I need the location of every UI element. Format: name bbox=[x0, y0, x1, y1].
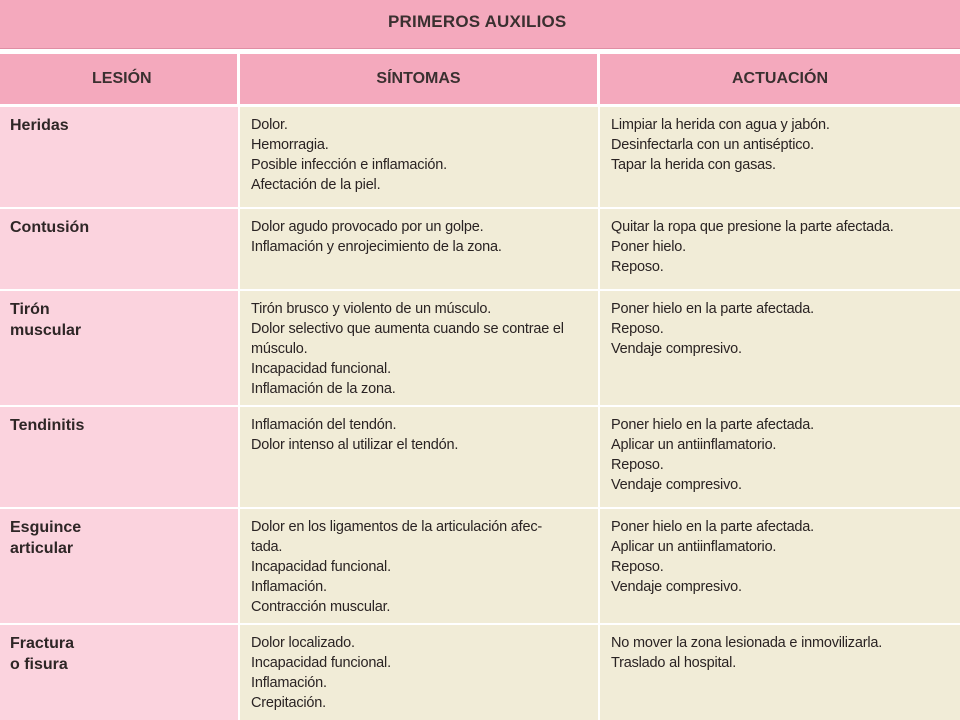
sintomas-cell bbox=[240, 625, 600, 720]
cell-line: Dolor. bbox=[251, 117, 288, 133]
cell-line: Dolor intenso al utilizar el tendón. bbox=[251, 437, 459, 453]
cell-line: Dolor selectivo que aumenta cuando se contrae el bbox=[251, 321, 564, 337]
cell-line: Poner hielo en la parte afectada. bbox=[611, 417, 814, 433]
lesion-cell bbox=[0, 209, 240, 291]
actuacion-cell bbox=[600, 291, 960, 407]
cell-line: Poner hielo en la parte afectada. bbox=[611, 301, 814, 317]
actuacion-cell bbox=[600, 509, 960, 625]
cell-line: músculo. bbox=[251, 341, 308, 357]
cell-line: Dolor en los ligamentos de la articulación afec- bbox=[251, 519, 543, 535]
cell-line: Hemorragia. bbox=[251, 137, 329, 153]
cell-line: Inflamación. bbox=[251, 579, 327, 595]
table-row bbox=[0, 107, 960, 209]
cell-line: Limpiar la herida con agua y jabón. bbox=[611, 117, 830, 133]
cell-line: Poner hielo en la parte afectada. bbox=[611, 519, 814, 535]
cell-line: muscular bbox=[10, 322, 82, 339]
cell-line: Tirón brusco y violento de un músculo. bbox=[251, 301, 492, 317]
cell-line: Inflamación de la zona. bbox=[251, 381, 396, 397]
lesion-cell bbox=[0, 509, 240, 625]
cell-line: Reposo. bbox=[611, 559, 664, 575]
table-row bbox=[0, 209, 960, 291]
cell-line: Aplicar un antiinflamatorio. bbox=[611, 437, 777, 453]
cell-line: o fisura bbox=[10, 656, 68, 673]
actuacion-cell bbox=[600, 107, 960, 209]
cell-line: tada. bbox=[251, 539, 283, 555]
cell-line: Incapacidad funcional. bbox=[251, 655, 391, 671]
table-row bbox=[0, 509, 960, 625]
first-aid-table bbox=[0, 54, 960, 720]
cell-line: Dolor agudo provocado por un golpe. bbox=[251, 219, 484, 235]
actuacion-cell bbox=[600, 407, 960, 509]
cell-line: Traslado al hospital. bbox=[611, 655, 737, 671]
sintomas-cell bbox=[240, 509, 600, 625]
sintomas-cell bbox=[240, 107, 600, 209]
lesion-cell bbox=[0, 625, 240, 720]
lesion-cell bbox=[0, 107, 240, 209]
header-sintomas: SÍNTOMAS bbox=[240, 54, 600, 107]
cell-line: Esguince bbox=[10, 519, 82, 536]
table-row bbox=[0, 291, 960, 407]
cell-line: No mover la zona lesionada e inmovilizarla. bbox=[611, 635, 883, 651]
table-row bbox=[0, 407, 960, 509]
cell-line: Tirón bbox=[10, 301, 50, 318]
cell-line: Reposo. bbox=[611, 457, 664, 473]
lesion-cell bbox=[0, 291, 240, 407]
actuacion-cell bbox=[600, 625, 960, 720]
cell-line: Inflamación. bbox=[251, 675, 327, 691]
cell-line: Quitar la ropa que presione la parte afectada. bbox=[611, 219, 894, 235]
cell-line: Poner hielo. bbox=[611, 239, 686, 255]
cell-line: Crepitación. bbox=[251, 695, 326, 711]
cell-line: Vendaje compresivo. bbox=[611, 579, 742, 595]
cell-line: Inflamación y enrojecimiento de la zona. bbox=[251, 239, 502, 255]
sintomas-cell bbox=[240, 407, 600, 509]
table-row bbox=[0, 625, 960, 720]
sintomas-cell bbox=[240, 209, 600, 291]
cell-line: articular bbox=[10, 540, 74, 557]
table-header-row bbox=[0, 54, 960, 107]
header-lesion: LESIÓN bbox=[0, 54, 240, 107]
cell-line: Afectación de la piel. bbox=[251, 177, 381, 193]
actuacion-cell bbox=[600, 209, 960, 291]
lesion-cell bbox=[0, 407, 240, 509]
cell-line: Reposo. bbox=[611, 321, 664, 337]
cell-line: Vendaje compresivo. bbox=[611, 341, 742, 357]
page-title: PRIMEROS AUXILIOS bbox=[388, 12, 567, 31]
cell-line: Contracción muscular. bbox=[251, 599, 391, 615]
header-actuacion: ACTUACIÓN bbox=[600, 54, 960, 107]
cell-line: Tapar la herida con gasas. bbox=[611, 157, 776, 173]
cell-line: Heridas bbox=[10, 117, 69, 134]
title-bar bbox=[0, 0, 960, 49]
cell-line: Incapacidad funcional. bbox=[251, 559, 391, 575]
cell-line: Posible infección e inflamación. bbox=[251, 157, 447, 173]
cell-line: Contusión bbox=[10, 219, 90, 236]
cell-line: Tendinitis bbox=[10, 417, 85, 434]
cell-line: Incapacidad funcional. bbox=[251, 361, 391, 377]
cell-line: Inflamación del tendón. bbox=[251, 417, 397, 433]
cell-line: Desinfectarla con un antiséptico. bbox=[611, 137, 814, 153]
cell-line: Dolor localizado. bbox=[251, 635, 355, 651]
cell-line: Vendaje compresivo. bbox=[611, 477, 742, 493]
sintomas-cell bbox=[240, 291, 600, 407]
cell-line: Reposo. bbox=[611, 259, 664, 275]
cell-line: Fractura bbox=[10, 635, 75, 652]
cell-line: Aplicar un antiinflamatorio. bbox=[611, 539, 777, 555]
